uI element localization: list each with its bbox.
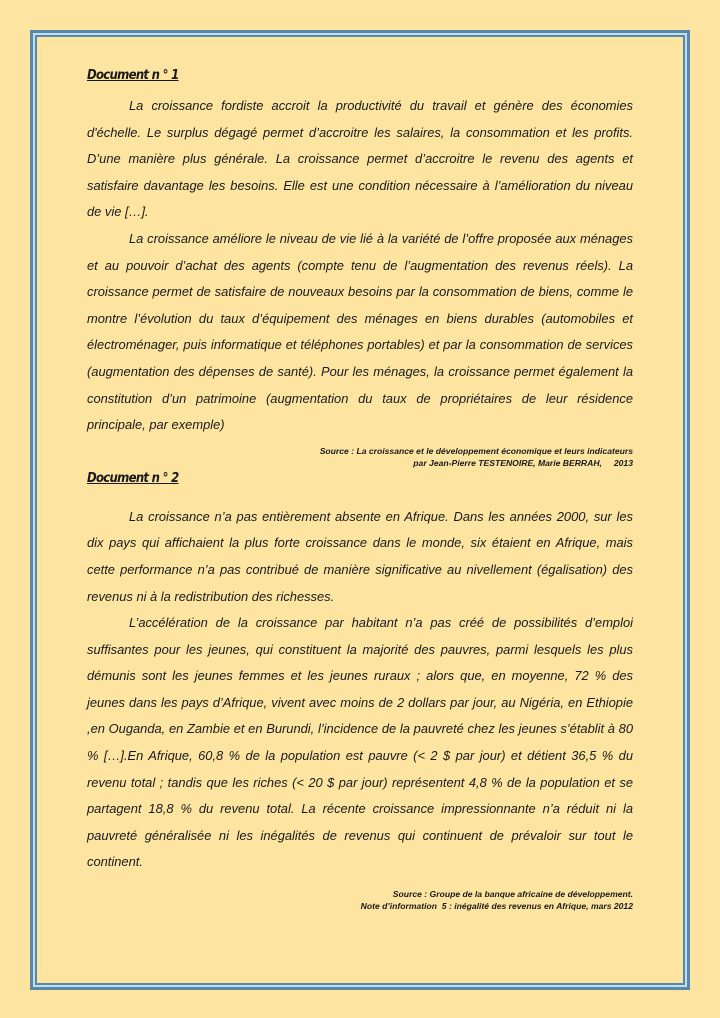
document-2-paragraph-2: L’accélération de la croissance par habitant n’a pas créé de possibilités d’emploi suffisantes pour les jeunes, qui constituent la majorité des pauvres, parmi lesquels les plus démunis sont les jeunes femmes et les jeunes ruraux ; alors que, en moyenne, 72 % des jeunes dans les pays d’Afrique, vivent avec moins de 2 dollars par jour, au Nigéria, en Ethiopie ,en Ouganda, en Zambie et en Burundi, l’incidence de la pauvreté chez les jeunes s’établit à 80 % […].En Afrique, 60,8 % de la population est pauvre (< 2 $ par jour) et détient 36,5 % du revenu total ; tandis que les riches (< 20 $ par jour) représentent 4,8 % de la population et se partagent 18,8 % du revenu total. La récente croissance impressionnante n’a réduit ni la pauvreté généralisée ni les inégalités de revenus qui continuent de prévaloir sur tout le continent.: [87, 615, 633, 870]
document-1-source: [87, 445, 633, 469]
document-1-source-line-1: Source : La croissance et le développement économique et leurs indicateurs: [319, 445, 633, 456]
document-2-title: Document n ° 2: [87, 470, 179, 486]
page-content: [87, 68, 633, 912]
document-1-title: Document n ° 1: [87, 68, 179, 83]
document-2-paragraph-1: La croissance n’a pas entièrement absente en Afrique. Dans les années 2000, sur les dix pays qui affichaient la plus forte croissance dans le monde, six étaient en Afrique, mais cette performance n’a pas contribué de manière significative au nivellement (égalisation) des revenus ni à la redistribution des richesses.: [87, 508, 633, 604]
document-1-paragraph-2: La croissance améliore le niveau de vie lié à la variété de l’offre proposée aux ménages et au pouvoir d’achat des agents (compte tenu de l’augmentation des revenus réels). La croissance permet de satisfaire de nouveaux besoins par la consommation de biens, comme le montre l’évolution du taux d’équipement des ménages en biens durables (automobiles et électroménager, puis informatique et téléphones portables) et par la consommation de services (augmentation des dépenses de santé). Pour les ménages, la croissance permet également la constitution d’un patrimoine (augmentation du taux de propriétaires de leur résidence principale, par exemple): [87, 230, 633, 433]
document-2-source: [87, 888, 633, 912]
document-1-source-line-2: par Jean-Pierre TESTENOIRE, Marie BERRAH, 2013: [413, 457, 633, 468]
document-1-paragraph-1: La croissance fordiste accroit la productivité du travail et génère des économies d'échelle. Le surplus dégagé permet d’accroitre les salaires, la consommation et les profits. D’une manière plus générale. La croissance permet d’accroitre le revenu des agents et satisfaire davantage les besoins. Elle est une condition nécessaire à l’amélioration du niveau de vie […].: [87, 98, 633, 220]
document-2-source-line-2: Note d’information 5 : inégalité des revenus en Afrique, mars 2012: [360, 901, 633, 912]
document-2-source-line-1: Source : Groupe de la banque africaine de développement.: [392, 889, 633, 900]
